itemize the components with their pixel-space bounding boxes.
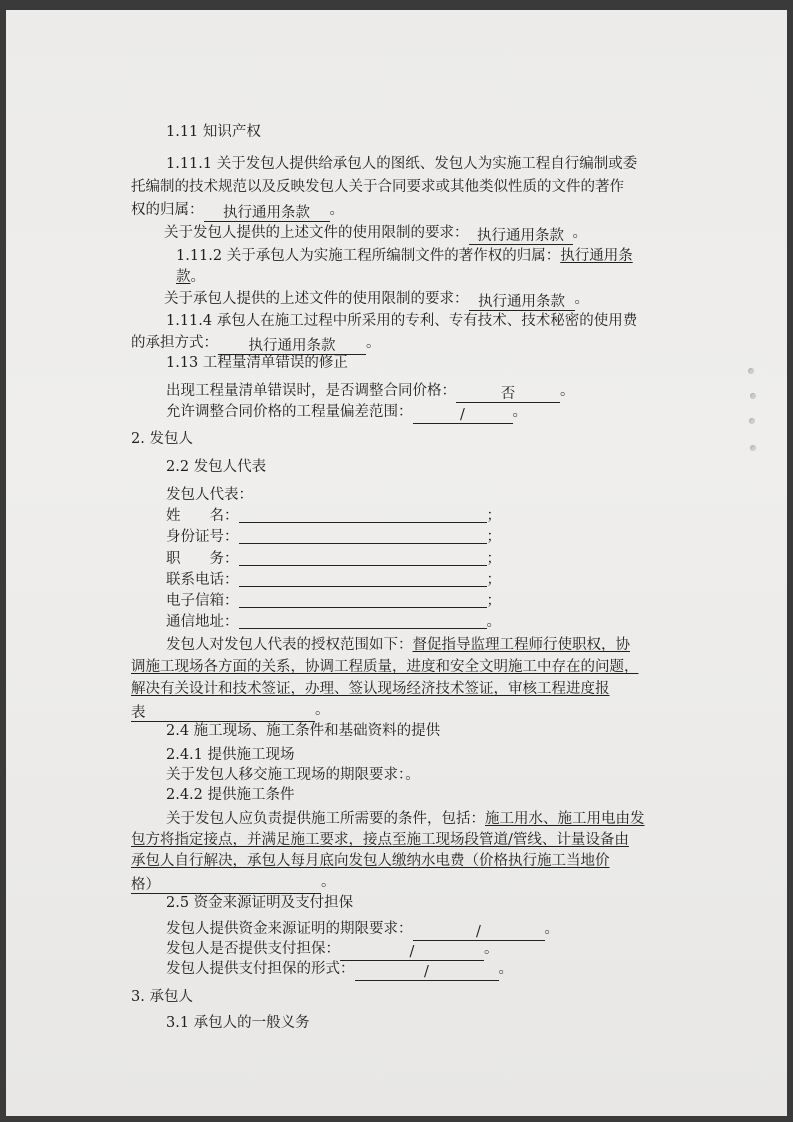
binding-hole (750, 445, 756, 451)
fill-rep-id (239, 528, 487, 544)
rep-title: 发包人代表： (166, 487, 253, 503)
conditions-line-4: 格） 。 (131, 874, 336, 893)
section-3-1-heading: 3.1 承包人的一般义务 (166, 1015, 310, 1031)
section-3-heading: 3. 承包人 (131, 989, 193, 1005)
fill-contractor-copyright: 执行通用条 (560, 248, 633, 264)
fill-contractor-usage-limit: 执行通用条款 (469, 295, 575, 311)
rep-email-row: 电子信箱： ； (166, 593, 501, 609)
clause-2-5-line-1: 发包人提供资金来源证明的期限要求： / 。 (166, 921, 559, 940)
scanned-page (6, 10, 787, 1116)
clause-1-11-4-line-1: 1.11.4 承包人在施工过程中所采用的专利、专有技术、技术秘密的使用费 (166, 313, 638, 329)
section-2-4-2-heading: 2.4.2 提供施工条件 (166, 787, 295, 803)
fill-fund-proof-deadline: / (413, 925, 545, 941)
fill-patent-fee-bearer: 执行通用条款 (218, 339, 366, 355)
contract-document (6, 10, 787, 1116)
binding-hole (749, 418, 755, 424)
clause-1-11-2-line-2: 款。 (176, 269, 205, 285)
clause-1-13-line-2: 允许调整合同价格的工程量偏差范围： / 。 (166, 404, 527, 423)
fill-adjust-price: 否 (456, 387, 560, 403)
rep-name-row: 姓 名： ； (166, 508, 501, 524)
section-1-13-heading: 1.13 工程量清单错误的修正 (166, 355, 348, 371)
fill-copyright-owner: 执行通用条款 (204, 206, 330, 222)
conditions-line-2: 包方将指定接点，并满足施工要求，接点至施工现场段管道/管线、计量设备由 (131, 832, 629, 848)
section-1-11-heading: 1.11 知识产权 (166, 124, 261, 140)
clause-1-11-4-line-2: 的承担方式： 执行通用条款 。 (131, 335, 381, 354)
fill-authority-scope: 督促指导监理工程师行使职权，协 (412, 637, 630, 653)
binding-hole (748, 368, 754, 374)
authority-line-1: 发包人对发包人代表的授权范围如下：督促指导监理工程师行使职权，协 (166, 637, 630, 653)
section-2-heading: 2. 发包人 (131, 431, 193, 447)
section-2-4-heading: 2.4 施工现场、施工条件和基础资料的提供 (166, 723, 441, 739)
authority-line-3: 解决有关设计和技术签证，办理、签认现场经济技术签证，审核工程进度报 (131, 681, 610, 697)
section-2-5-heading: 2.5 资金来源证明及支付担保 (166, 895, 354, 911)
clause-1-11-1-line-4: 关于发包人提供的上述文件的使用限制的要求： 执行通用条款 。 (164, 225, 587, 244)
conditions-line-1: 关于发包人应负责提供施工所需要的条件，包括：施工用水、施工用电由发 (166, 811, 645, 827)
authority-line-4: 表 。 (131, 702, 330, 721)
clause-2-5-line-3: 发包人提供支付担保的形式： / 。 (166, 961, 513, 980)
fill-rep-email (239, 592, 487, 608)
clause-1-11-1-line-3: 权的归属： 执行通用条款 。 (131, 202, 344, 221)
fill-rep-post (239, 550, 487, 566)
rep-id-row: 身份证号： ； (166, 529, 501, 545)
clause-1-11-1-line-2: 托编制的技术规范以及反映发包人关于合同要求或其他类似性质的文件的著作 (131, 179, 624, 195)
fill-site-conditions: 施工用水、施工用电由发 (485, 811, 645, 827)
binding-hole (750, 393, 756, 399)
clause-1-11-2-line-1: 1.11.2 关于承包人为实施工程所编制文件的著作权的归属：执行通用条 (176, 248, 633, 264)
rep-post-row: 职 务： ； (166, 551, 501, 567)
rep-phone-row: 联系电话： ； (166, 572, 501, 588)
clause-1-11-2-line-3: 关于承包人提供的上述文件的使用限制的要求： 执行通用条款 。 (164, 291, 589, 310)
fill-guarantee-form: / (355, 965, 499, 981)
clause-2-4-1-line: 关于发包人移交施工现场的期限要求：。 (166, 767, 420, 783)
section-2-4-1-heading: 2.4.1 提供施工现场 (166, 747, 295, 763)
clause-2-5-line-2: 发包人是否提供支付担保： / 。 (166, 941, 499, 960)
fill-rep-name (239, 507, 487, 523)
clause-1-11-1-line-1: 1.11.1 关于发包人提供给承包人的图纸、发包人为实施工程自行编制或委 (166, 156, 638, 172)
rep-address-row: 通信地址： 。 (166, 614, 501, 630)
fill-rep-address (239, 613, 487, 629)
fill-quantity-deviation: / (413, 408, 513, 424)
fill-usage-limit: 执行通用条款 (469, 229, 573, 245)
section-2-2-heading: 2.2 发包人代表 (166, 459, 267, 475)
fill-payment-guarantee: / (340, 945, 484, 961)
conditions-line-3: 承包人自行解决，承包人每月底向发包人缴纳水电费（价格执行施工当地价 (131, 853, 610, 869)
fill-rep-phone (239, 571, 487, 587)
authority-line-2: 调施工现场各方面的关系，协调工程质量，进度和安全文明施工中存在的问题， (131, 659, 639, 675)
clause-1-13-line-1: 出现工程量清单错误时，是否调整合同价格： 否 。 (166, 383, 575, 402)
